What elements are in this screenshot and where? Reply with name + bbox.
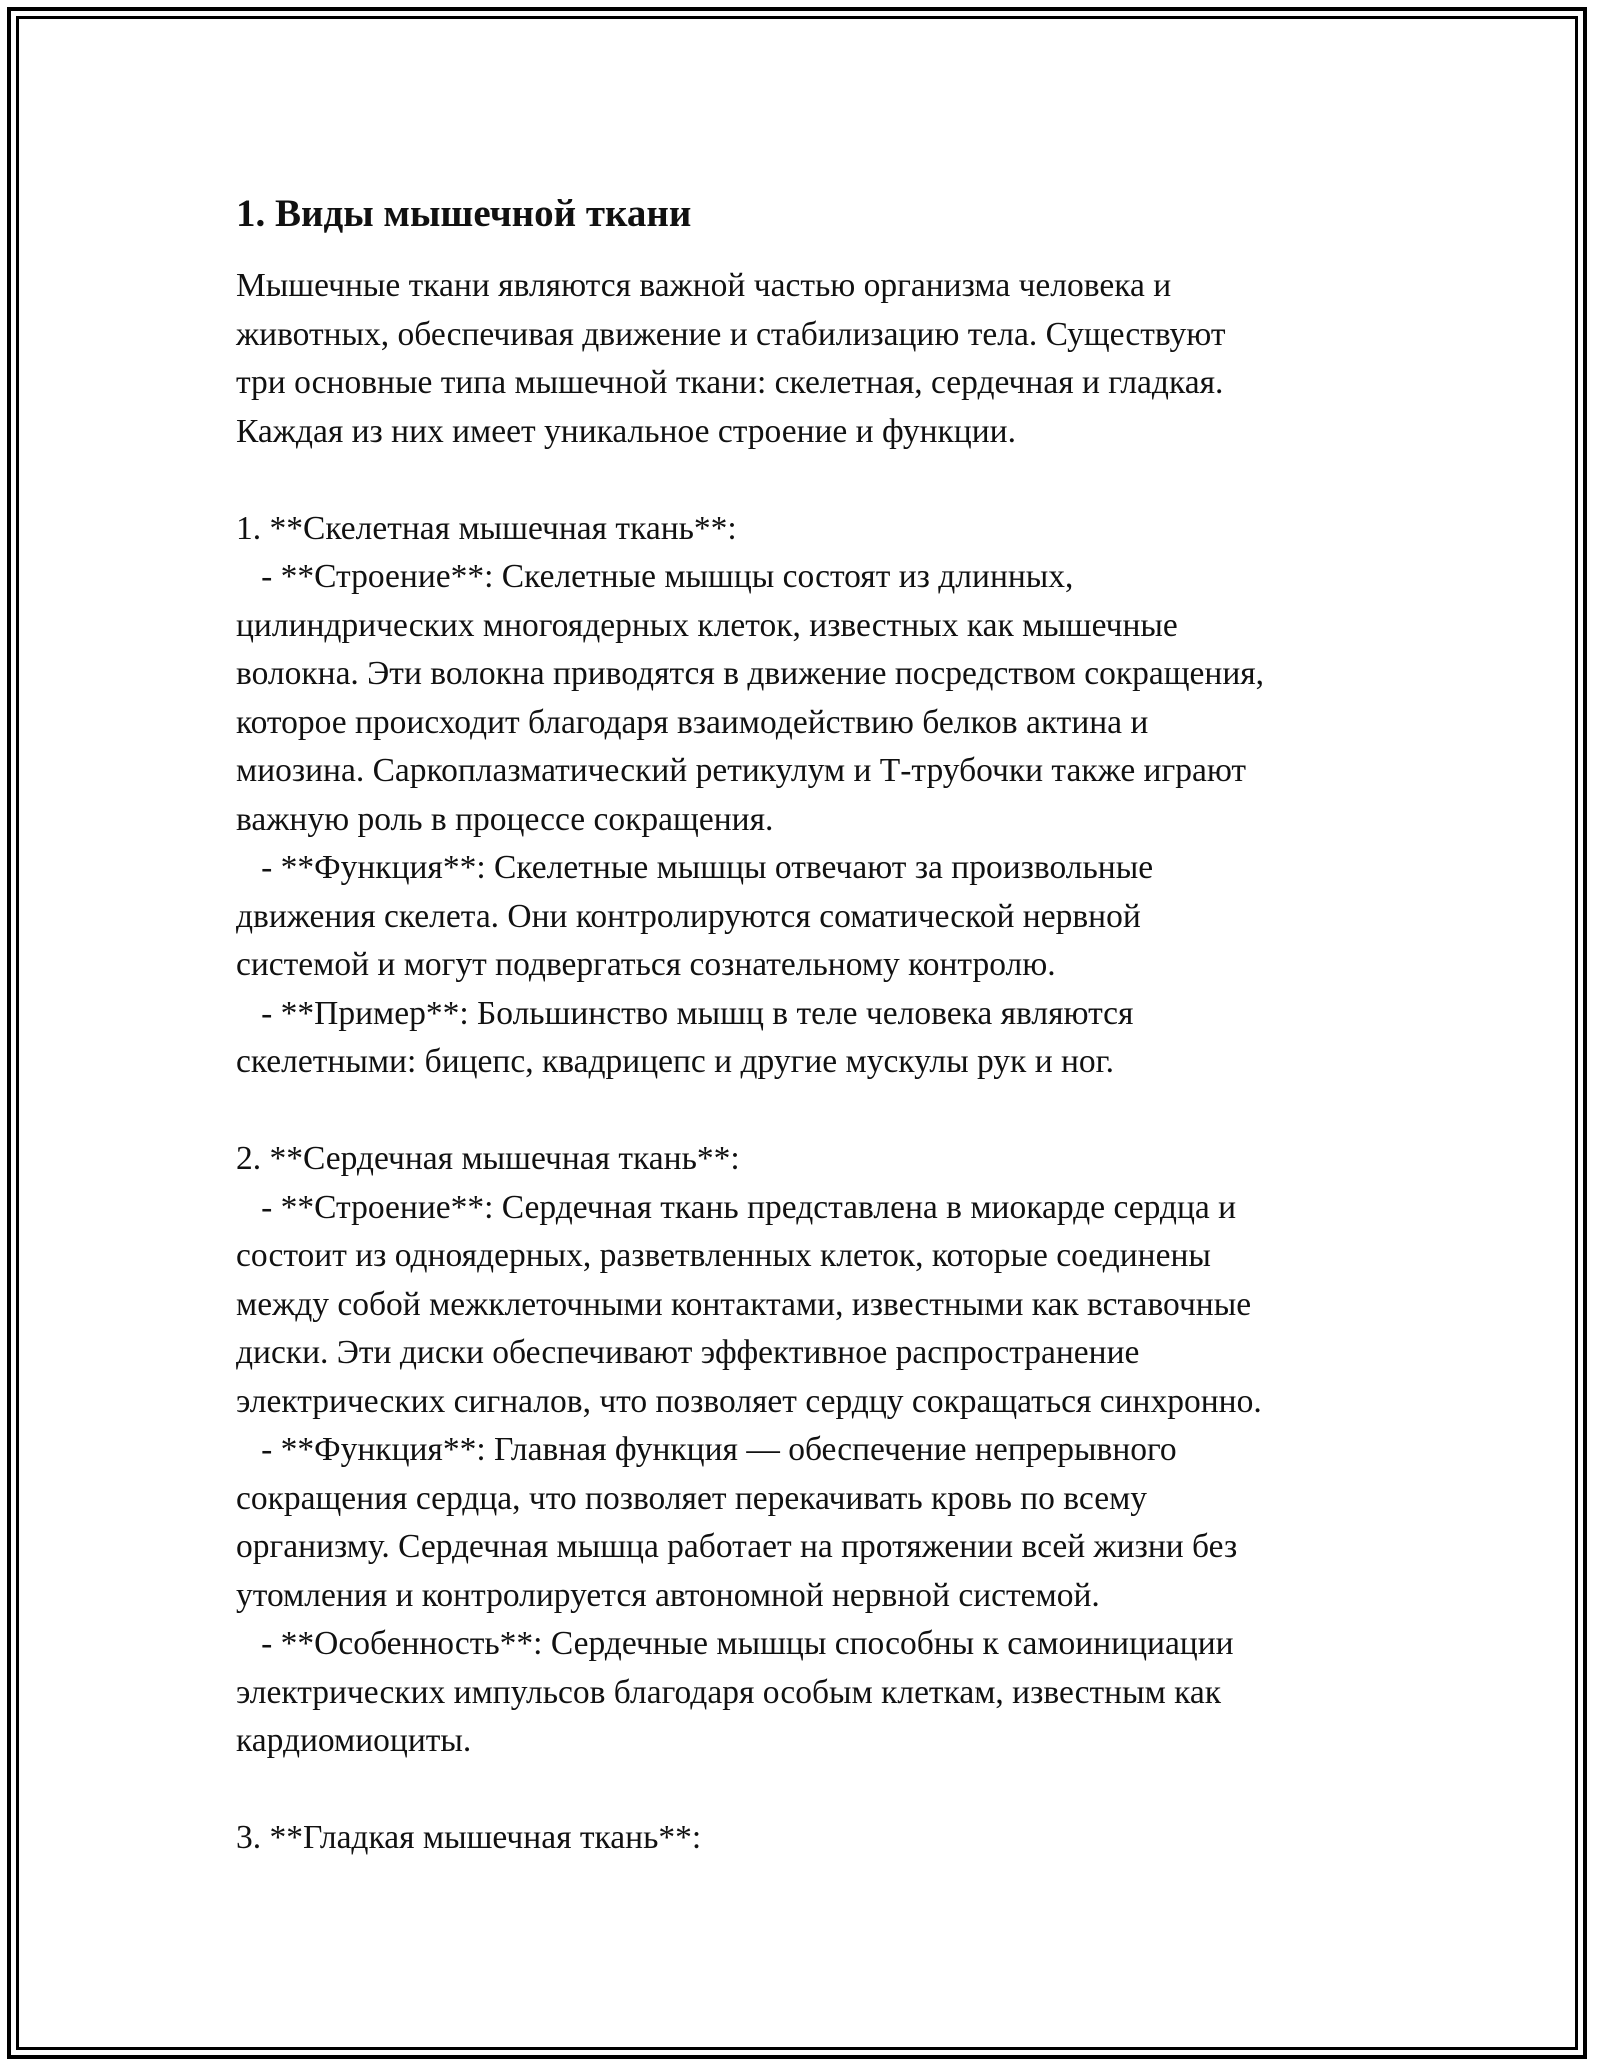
- document-content: [236, 186, 1416, 1863]
- document-body-text: Мышечные ткани являются важной частью организма человека и животных, обеспечивая движение и стабилизацию тела. Существуют три основные типа мышечной ткани: скелетная, сердечная и гладкая. Каждая из них имеет уникальное строение и функции. 1. **Скелетная мышечная ткань**: - **Строение**: Скелетные мышцы состоят из длинных, цилиндрических многоядерных клеток, известных как мышечные волокна. Эти волокна приводятся в движение посредством сокращения, которое происходит благодаря взаимодействию белков актина и миозина. Саркоплазматический ретикулум и Т-трубочки также играют важную роль в процессе сокращения. - **Функция**: Скелетные мышцы отвечают за произвольные движения скелета. Они контролируются соматической нервной системой и могут подвергаться сознательному контролю. - **Пример**: Большинство мышц в теле человека являются скелетными: бицепс, квадрицепс и другие мускулы рук и ног. 2. **Сердечная мышечная ткань**: - **Строение**: Сердечная ткань представлена в миокарде сердца и состоит из одноядерных, разветвленных клеток, которые соединены между собой межклеточными контактами, известными как вставочные диски. Эти диски обеспечивают эффективное распространение электрических сигналов, что позволяет сердцу сокращаться синхронно. - **Функция**: Главная функция — обеспечение непрерывного сокращения сердца, что позволяет перекачивать кровь по всему организму. Сердечная мышца работает на протяжении всей жизни без утомления и контролируется автономной нервной системой. - **Особенность**: Сердечные мышцы способны к самоинициации электрических импульсов благодаря особым клеткам, известным как кардиомиоциты. 3. **Гладкая мышечная ткань**:: [236, 267, 1265, 1856]
- section-heading: 1. Виды мышечной ткани: [236, 192, 692, 235]
